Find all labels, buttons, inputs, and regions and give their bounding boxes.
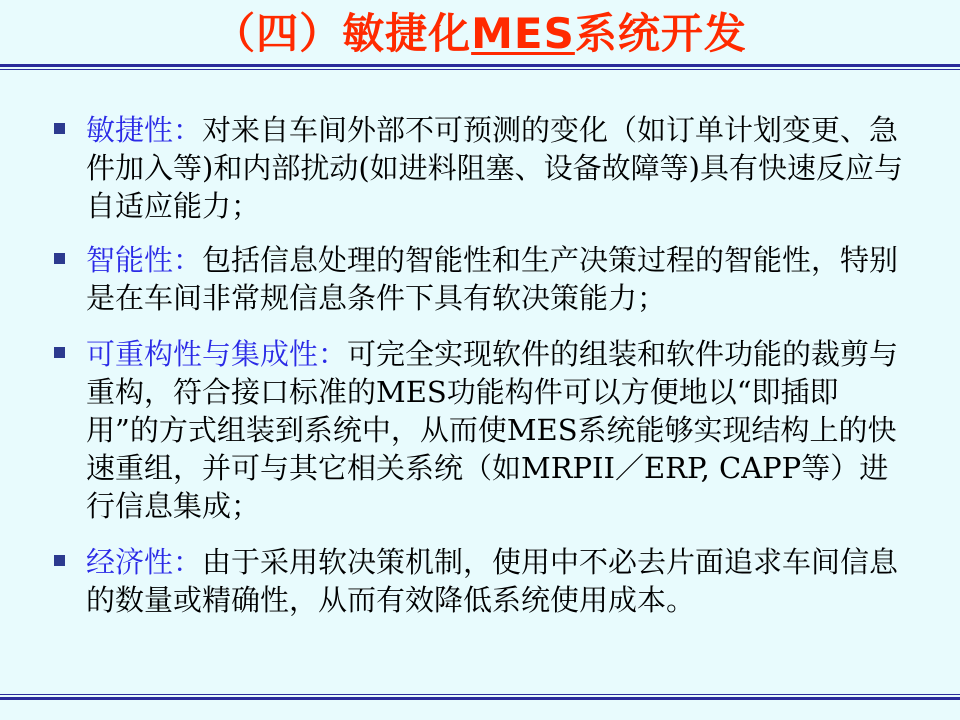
footer-rule-thin	[0, 694, 960, 695]
list-item-term: 智能性：	[86, 243, 203, 277]
title-rule-thick	[0, 64, 960, 67]
list-item-body: 可完全实现软件的组装和软件功能的裁剪与重构，符合接口标准的MES功能构件可以方便地以“即插即用”的方式组装到系统中，从而使MES系统能够实现结构上的快速重组，并可与其它相关系统（如MRPII／ERP, CAPP等）进行信息集成；	[86, 337, 899, 523]
square-bullet-icon	[54, 555, 65, 566]
footer-rule-thick	[0, 697, 960, 700]
title-rule-thin	[0, 69, 960, 70]
slide-title	[0, 6, 960, 62]
list-item-text	[86, 241, 906, 317]
square-bullet-icon	[54, 253, 65, 264]
title-mes: MES	[471, 9, 575, 58]
list-item-body: 由于采用软决策机制，使用中不必去片面追求车间信息的数量或精确性，从而有效降低系统使用成本。	[86, 545, 899, 617]
list-item-text	[86, 111, 906, 225]
list-item-term: 敏捷性：	[86, 113, 203, 147]
list-item-text	[86, 543, 906, 619]
square-bullet-icon	[54, 347, 65, 358]
title-prefix: （四）敏捷化	[213, 9, 472, 58]
title-suffix: 系统开发	[574, 9, 747, 58]
list-item-term: 经济性：	[86, 545, 203, 579]
square-bullet-icon	[54, 123, 65, 134]
list-item-text	[86, 335, 906, 525]
list-item-body: 对来自车间外部不可预测的变化（如订单计划变更、急件加入等)和内部扰动(如进料阻塞、设备故障等)具有快速反应与自适应能力；	[86, 113, 903, 223]
list-item-term: 可重构性与集成性：	[86, 337, 348, 371]
list-item-body: 包括信息处理的智能性和生产决策过程的智能性，特别是在车间非常规信息条件下具有软决策能力；	[86, 243, 899, 315]
